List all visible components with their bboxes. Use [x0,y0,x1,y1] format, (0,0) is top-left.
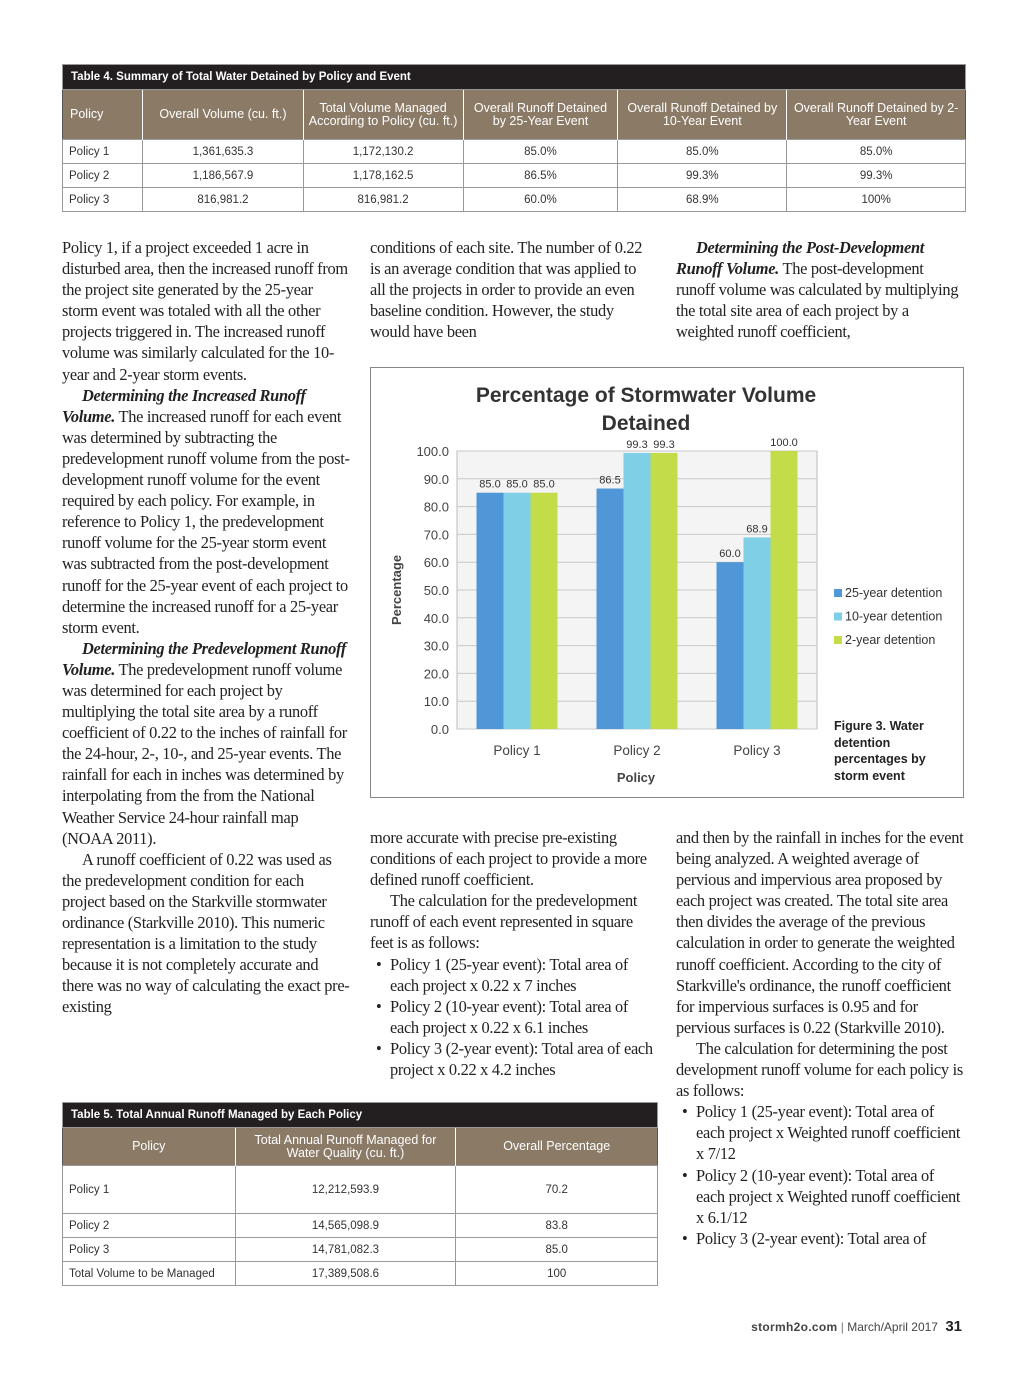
table-cell: 816,981.2 [303,188,463,212]
bar [531,493,558,729]
table-row [63,164,966,188]
data-label: 60.0 [719,548,741,561]
table-cell: 86.5% [463,164,618,188]
data-label: 86.5 [599,474,621,487]
table-cell: Policy 1 [63,140,143,164]
table-cell: 60.0% [463,188,618,212]
table-4-header: Overall Runoff Detained by 2-Year Event [787,90,966,140]
table-cell: Policy 1 [63,1166,236,1214]
table-row [63,1238,658,1262]
figure-caption: Figure 3. Water detention percentages by storm event [834,719,926,783]
table-5-caption: Table 5. Total Annual Runoff Managed by Each Policy [63,1103,658,1128]
y-tick-label: 50.0 [423,583,449,598]
table-cell: 1,172,130.2 [303,140,463,164]
paragraph [676,237,966,342]
y-tick-label: 80.0 [423,499,449,515]
table-cell: 14,781,082.3 [235,1238,456,1262]
legend-label: 10-year detention [845,609,943,624]
paragraph: The calculation for determining the post development runoff volume for each policy is as follows: [676,1038,963,1101]
y-tick-label: 20.0 [423,666,449,682]
text-column-1 [62,237,350,1017]
y-tick-label: 90.0 [423,471,449,487]
data-label: 85.0 [533,478,555,491]
paragraph-text: The post-development runoff volume was calculated by multiplying the total site area of each project by a weighted runoff coefficient, [676,259,959,342]
bar [597,489,624,729]
y-tick-label: 10.0 [423,694,449,710]
table-cell: 100% [787,188,966,212]
list-item: • Policy 1 (25-year event): Total area of each project x 0.22 x 7 inches [370,954,660,996]
y-tick-label: 100.0 [416,444,449,459]
legend-swatch [834,613,842,621]
paragraph [62,638,350,849]
table-cell: 100 [456,1262,658,1286]
subheading: Determining the Post-Development Runoff Volume. [676,238,925,279]
y-tick-label: 30.0 [423,638,449,654]
paragraph [62,385,350,638]
legend-swatch [834,589,842,597]
table-cell: 68.9% [618,188,787,212]
x-tick-label: Policy 3 [733,743,781,758]
bar [624,453,651,729]
table-4-header: Overall Runoff Detained by 25-Year Event [463,90,618,140]
table-cell: 85.0% [463,140,618,164]
table-cell: 12,212,593.9 [235,1166,456,1214]
paragraph: more accurate with precise pre-existing conditions of each project to provide a more defined runoff coefficient. [370,828,647,890]
subheading: Determining the Predevelopment Runoff Volume. [62,638,347,679]
table-cell: 85.0% [618,140,787,164]
table-row [63,1262,658,1286]
subheading: Determining the Increased Runoff Volume. [62,385,306,426]
bar [717,562,744,729]
table-row [63,188,966,212]
bar [651,453,678,729]
table-cell: Total Volume to be Managed [63,1262,236,1286]
legend [834,586,942,647]
table-cell: 85.0 [456,1238,658,1262]
paragraph-text: The predevelopment runoff volume was determined for each project by multiplying the total site area by a runoff coefficient of 0.22 to the inches of rainfall for the 24-hour, 2-, 10-, and 25-year events. The rainfall for each in inches was determined by interpolating from the from the National Weather Service 24-hour rainfall map (NOAA 2011). [62,659,347,848]
x-tick-label: Policy 2 [613,743,661,758]
paragraph: and then by the rainfall in inches for the event being analyzed. A weighted average of pervious and impervious area proposed by each project was created. The total site area then divides the average of the previous calculation in order to generate the weighted runoff coefficient. According to the city of Starkville's ordinance, the runoff coefficient for impervious surfaces is 0.95 and for pervious surfaces is 0.22 (Starkville 2010). [676,828,964,1037]
data-label: 100.0 [770,437,798,449]
y-axis-ticks [416,444,449,737]
table-cell: Policy 3 [63,188,143,212]
table-cell: 99.3% [618,164,787,188]
list-item: • Policy 2 (10-year event): Total area of each project x 0.22 x 6.1 inches [370,996,660,1038]
text-column-2-bottom [370,827,660,1080]
table-cell: 816,981.2 [143,188,303,212]
paragraph: A runoff coefficient of 0.22 was used as the predevelopment condition for each project based on the Starkville stormwater ordinance (Starkville 2010). This numeric representation is a limitation to the study because it is not completely accurate and there was no way of calculating the exact pre-existing [62,849,350,1017]
data-label: 68.9 [746,523,768,536]
data-label: 99.3 [626,438,648,451]
data-label: 99.3 [653,438,675,451]
table-5-header: Overall Percentage [456,1128,658,1166]
table-4-header: Overall Runoff Detained by 10-Year Event [618,90,787,140]
table-cell: 70.2 [456,1166,658,1214]
figure-3 [370,367,964,798]
y-tick-label: 70.0 [423,527,449,543]
table-cell: 1,178,162.5 [303,164,463,188]
table-cell: 99.3% [787,164,966,188]
paragraph-text: The increased runoff for each event was determined by subtracting the predevelopment runoff volume from the post-development runoff volume for the event required by each policy. For example, in reference to Policy 1, the predevelopment runoff volume for the 25-year storm event was subtracted from the post-development runoff for the 25-year event of each project to determine the increased runoff for a 25-year storm event. [62,406,350,637]
table-5-header: Policy [63,1128,236,1166]
y-tick-label: 0.0 [430,722,449,737]
page-number: 31 [945,1318,962,1335]
table-cell: Policy 3 [63,1238,236,1262]
paragraph: conditions of each site. The number of 0.22 is an average condition that was applied to all the projects in order to provide an even baseline condition. However, the study would have been [370,238,643,342]
x-axis-label: Policy [616,770,656,785]
paragraph: The calculation for the predevelopment runoff of each event represented in square feet is as follows: [370,891,638,953]
paragraph: Policy 1, if a project exceeded 1 acre in disturbed area, then the increased runoff from the project site generated by the 25-year storm event was totaled with all the other projects triggered in. The increased runoff volume was similarly calculated for the 10-year and 2-year storm events. [62,238,348,384]
chart-title-line-1: Percentage of Stormwater Volume [475,384,817,407]
bar [504,493,531,729]
table-4-header: Total Volume Managed According to Policy (cu. ft.) [303,90,463,140]
y-tick-label: 40.0 [423,610,449,626]
x-tick-label: Policy 1 [493,743,541,758]
bullet-list [370,954,660,1081]
list-item: • Policy 3 (2-year event): Total area of [676,1228,964,1249]
table-5 [62,1102,658,1286]
bar [771,451,798,729]
text-column-3-bottom [676,827,964,1249]
table-4-header: Policy [63,90,143,140]
table-cell: Policy 2 [63,1214,236,1238]
table-cell: 83.8 [456,1214,658,1238]
y-tick-label: 60.0 [423,555,449,571]
footer-issue: March/April 2017 [847,1320,938,1334]
table-row [63,1214,658,1238]
page-footer: stormh2o.com | March/April 2017 31 [751,1318,962,1335]
table-row [63,1166,658,1214]
legend-swatch [834,636,842,644]
table-cell: 1,186,567.9 [143,164,303,188]
table-row [63,140,966,164]
bar [477,493,504,729]
legend-label: 2-year detention [845,633,936,647]
table-cell: 85.0% [787,140,966,164]
chart-title-line-2: Detained [601,412,691,435]
footer-site: stormh2o.com [751,1320,838,1334]
table-cell: 1,361,635.3 [143,140,303,164]
table-4-caption: Table 4. Summary of Total Water Detained by Policy and Event [63,65,966,90]
list-item: • Policy 2 (10-year event): Total area of each project x Weighted runoff coefficient x 6.1/12 [676,1165,964,1228]
table-4-header: Overall Volume (cu. ft.) [143,90,303,140]
x-axis-ticks [493,743,780,758]
list-item: • Policy 3 (2-year event): Total area of each project x 0.22 x 4.2 inches [370,1038,660,1080]
data-label: 85.0 [479,478,501,491]
data-label: 85.0 [506,478,528,491]
bar [744,537,771,729]
legend-label: 25-year detention [845,586,943,600]
bullet-list [676,1101,964,1249]
text-column-2-top [370,237,650,342]
table-4 [62,64,966,212]
table-cell: 17,389,508.6 [235,1262,456,1286]
y-axis-label: Percentage [389,554,404,626]
list-item: • Policy 1 (25-year event): Total area of each project x Weighted runoff coefficient x 7/12 [676,1101,964,1164]
table-5-header: Total Annual Runoff Managed for Water Quality (cu. ft.) [235,1128,456,1166]
table-cell: 14,565,098.9 [235,1214,456,1238]
text-column-3-top [676,237,966,342]
table-cell: Policy 2 [63,164,143,188]
